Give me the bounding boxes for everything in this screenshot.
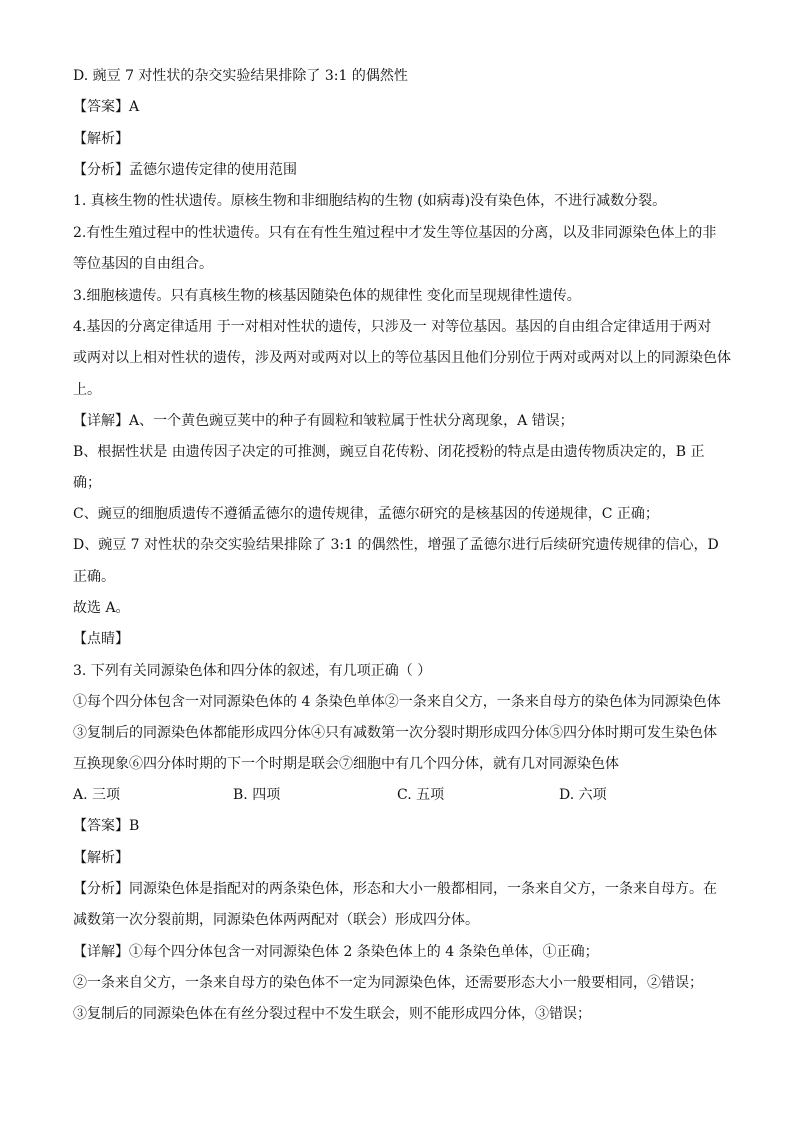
analysis-heading: 【解析】	[73, 131, 129, 147]
scope-item-4: 4.基因的分离定律适用 于一对相对性状的遗传，只涉及一 对等位基因。基因的自由组合定律适用于两对	[73, 319, 712, 335]
option-b: B. 四项	[233, 787, 281, 803]
option-d-line: D. 豌豆 7 对性状的杂交实验结果排除了 3:1 的偶然性	[73, 68, 408, 84]
detail-d-cont: 正确。	[73, 569, 115, 585]
question-3-statements-2: ③复制后的同源染色体都能形成四分体④只有减数第一次分裂时期形成四分体⑤四分体时期可发生染色体	[73, 725, 717, 741]
detail-c: C、豌豆的细胞质遗传不遵循孟德尔的遗传规律，孟德尔研究的是核基因的传递规律，C 正确；	[73, 506, 659, 522]
question-3-options	[73, 785, 723, 806]
detail-a: 【详解】A、一个黄色豌豆荚中的种子有圆粒和皱粒属于性状分离现象，A 错误；	[73, 413, 574, 429]
option-d: D. 六项	[559, 787, 607, 803]
question-3-statements-3: 互换现象⑥四分体时期的下一个时期是联会⑦细胞中有几个四分体，就有几对同源染色体	[73, 756, 619, 772]
detail-2-line-3: ③复制后的同源染色体在有丝分裂过程中不发生联会，则不能形成四分体，③错误；	[73, 1006, 591, 1022]
scope-item-2: 2.有性生殖过程中的性状遗传。只有在有性生殖过程中才发生等位基因的分离，以及非同源染色体上的非	[73, 225, 717, 241]
scope-item-4-cont: 或两对以上相对性状的遗传，涉及两对或两对以上的等位基因且他们分别位于两对或两对以上的同源染色体	[73, 350, 731, 366]
tip-heading: 【点睛】	[73, 631, 129, 647]
analysis-heading-2: 【解析】	[73, 850, 129, 866]
detail-b: B、根据性状是 由遗传因子决定的可推测，豌豆自花传粉、闭花授粉的特点是由遗传物质决定的，B 正	[73, 444, 705, 460]
analysis-title: 【分析】孟德尔遗传定律的使用范围	[73, 162, 297, 178]
answer-label-2: 【答案】B	[73, 818, 140, 834]
choice-result: 故选 A。	[73, 600, 130, 616]
detail-d: D、豌豆 7 对性状的杂交实验结果排除了 3:1 的偶然性，增强了孟德尔进行后续研究遗传规律的信心，D	[73, 537, 719, 553]
detail-2-line-2: ②一条来自父方，一条来自母方的染色体不一定为同源染色体，还需要形态大小一般要相同，②错误；	[73, 975, 703, 991]
scope-item-3: 3.细胞核遗传。只有真核生物的核基因随染色体的规律性 变化而呈现规律性遗传。	[73, 288, 581, 304]
scope-item-2-cont: 等位基因的自由组合。	[73, 256, 213, 272]
detail-2-line-1: 【详解】①每个四分体包含一对同源染色体 2 条染色体上的 4 条染色单体，①正确；	[73, 944, 599, 960]
scope-item-4-end: 上。	[73, 382, 101, 398]
question-3-statements-1: ①每个四分体包含一对同源染色体的 4 条染色单体②一条来自父方，一条来自母方的染色体为同源染色体	[73, 694, 721, 710]
detail-b-cont: 确；	[73, 475, 101, 491]
option-c: C. 五项	[397, 787, 445, 803]
analysis-2-line-1: 【分析】同源染色体是指配对的两条染色体，形态和大小一般都相同，一条来自父方，一条来自母方。在	[73, 881, 717, 897]
analysis-2-line-2: 减数第一次分裂前期，同源染色体两两配对（联会）形成四分体。	[73, 912, 479, 928]
answer-label: 【答案】A	[73, 99, 140, 115]
question-3-stem: 3. 下列有关同源染色体和四分体的叙述，有几项正确（ ）	[73, 663, 432, 679]
option-a: A. 三项	[73, 787, 121, 803]
scope-item-1: 1. 真核生物的性状遗传。原核生物和非细胞结构的生物 (如病毒)没有染色体，不进行减数分裂。	[73, 193, 667, 209]
